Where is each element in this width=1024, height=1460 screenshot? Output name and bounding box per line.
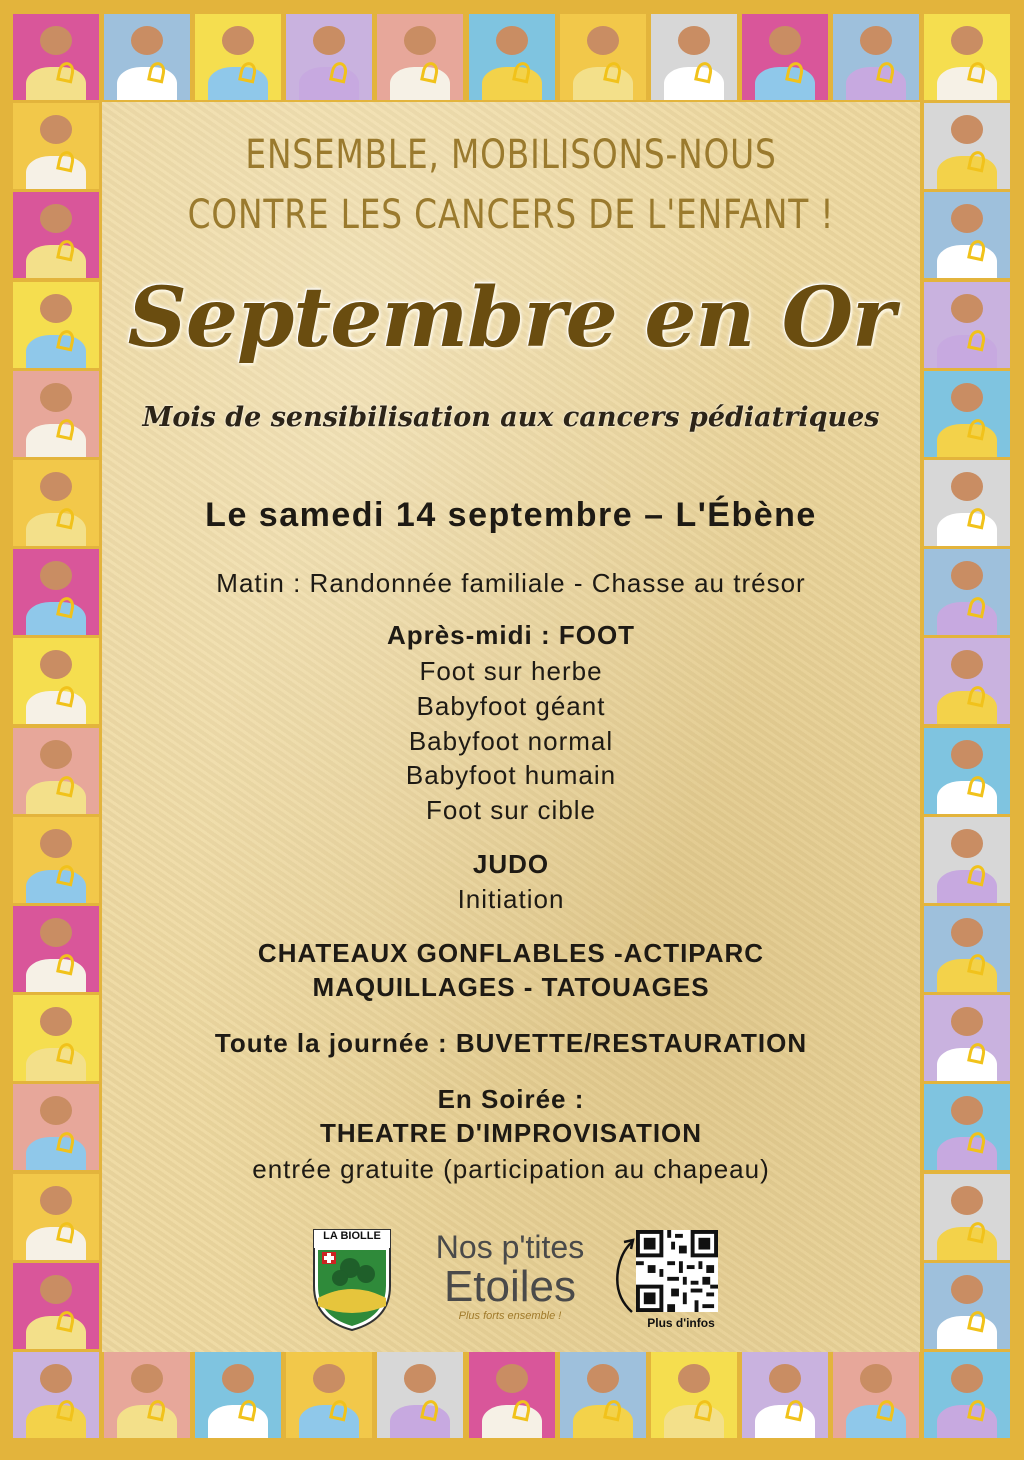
child-head — [678, 26, 711, 55]
child-body — [937, 1316, 997, 1349]
child-photo-tile — [13, 1084, 99, 1170]
child-head — [951, 26, 984, 55]
child-photo-tile — [651, 14, 737, 100]
child-photo-tile — [924, 1174, 1010, 1260]
event-date: Le samedi 14 septembre – L'Ébène — [205, 496, 817, 534]
child-body — [846, 67, 906, 100]
child-photo-tile — [924, 460, 1010, 546]
judo-title: JUDO — [472, 849, 550, 879]
evening-title: En Soirée : — [437, 1084, 585, 1114]
qr-label: Plus d'infos — [647, 1316, 715, 1330]
child-photo-tile — [924, 1084, 1010, 1170]
qr-block[interactable] — [622, 1230, 732, 1340]
child-body — [937, 1137, 997, 1170]
child-body — [937, 781, 997, 814]
subtitle: Mois de sensibilisation aux cancers pédiatriques — [142, 402, 880, 433]
morning-program: Matin : Randonnée familiale - Chasse au trésor — [216, 568, 806, 598]
child-photo-tile — [924, 14, 1010, 100]
child-body — [117, 1405, 177, 1438]
child-head — [860, 1364, 893, 1393]
child-body — [26, 156, 86, 189]
child-body — [208, 1405, 268, 1438]
child-body — [937, 691, 997, 724]
child-head — [40, 1096, 73, 1125]
child-body — [299, 1405, 359, 1438]
child-photo-tile — [742, 14, 828, 100]
association-tagline: Plus forts ensemble ! — [458, 1310, 562, 1322]
child-photo-tile — [924, 549, 1010, 635]
child-photo-tile — [286, 14, 372, 100]
child-head — [313, 1364, 346, 1393]
child-photo-tile — [833, 14, 919, 100]
child-photo-tile — [560, 14, 646, 100]
child-photo-tile — [13, 1352, 99, 1438]
child-head — [404, 1364, 437, 1393]
child-head — [40, 1007, 73, 1036]
child-head — [951, 294, 984, 323]
child-body — [26, 781, 86, 814]
logos-row — [102, 1220, 920, 1350]
child-body — [299, 67, 359, 100]
afternoon-title: Après-midi : FOOT — [386, 620, 636, 650]
qr-code-icon[interactable] — [636, 1230, 718, 1312]
child-head — [40, 294, 73, 323]
child-body — [390, 1405, 450, 1438]
child-photo-tile — [377, 14, 463, 100]
child-body — [937, 424, 997, 457]
child-body — [208, 67, 268, 100]
child-photo-tile — [651, 1352, 737, 1438]
child-head — [769, 1364, 802, 1393]
child-head — [587, 26, 620, 55]
child-photo-tile — [924, 1352, 1010, 1438]
child-body — [937, 1405, 997, 1438]
child-head — [404, 26, 437, 55]
child-photo-tile — [13, 995, 99, 1081]
child-body — [937, 335, 997, 368]
child-photo-tile — [469, 14, 555, 100]
town-name: LA BIOLLE — [323, 1230, 381, 1242]
child-body — [755, 1405, 815, 1438]
child-body — [482, 1405, 542, 1438]
child-head — [313, 26, 346, 55]
child-body — [937, 959, 997, 992]
evening-event: THEATRE D'IMPROVISATION — [319, 1118, 703, 1148]
slogan-line-2: CONTRE LES CANCERS DE L'ENFANT ! — [187, 192, 835, 238]
child-body — [937, 67, 997, 100]
child-body — [937, 870, 997, 903]
child-head — [40, 1186, 73, 1215]
afternoon-item: Foot sur cible — [425, 795, 597, 825]
child-photo-tile — [924, 1263, 1010, 1349]
child-photo-tile — [13, 192, 99, 278]
child-body — [26, 424, 86, 457]
child-head — [40, 650, 73, 679]
town-crest-icon — [310, 1228, 394, 1332]
extras-line-2: MAQUILLAGES - TATOUAGES — [312, 972, 710, 1002]
child-body — [937, 1048, 997, 1081]
child-body — [26, 959, 86, 992]
child-photo-tile — [13, 728, 99, 814]
child-body — [26, 245, 86, 278]
child-photo-tile — [833, 1352, 919, 1438]
child-body — [664, 1405, 724, 1438]
association-logo — [420, 1230, 600, 1340]
child-body — [26, 870, 86, 903]
child-photo-tile — [104, 14, 190, 100]
child-head — [951, 829, 984, 858]
child-photo-tile — [377, 1352, 463, 1438]
judo-item: Initiation — [457, 884, 565, 914]
child-head — [40, 472, 73, 501]
child-body — [664, 67, 724, 100]
child-photo-tile — [13, 817, 99, 903]
slogan-line-1: ENSEMBLE, MOBILISONS-NOUS — [245, 132, 777, 178]
child-photo-tile — [560, 1352, 646, 1438]
child-photo-tile — [924, 728, 1010, 814]
child-head — [951, 115, 984, 144]
child-head — [951, 472, 984, 501]
child-photo-tile — [469, 1352, 555, 1438]
child-body — [937, 245, 997, 278]
child-head — [40, 561, 73, 590]
content-panel — [102, 102, 920, 1352]
child-head — [951, 561, 984, 590]
child-photo-tile — [924, 995, 1010, 1081]
all-day-program: Toute la journée : BUVETTE/RESTAURATION — [214, 1028, 808, 1058]
child-head — [40, 740, 73, 769]
child-body — [26, 1405, 86, 1438]
child-head — [131, 26, 164, 55]
child-head — [860, 26, 893, 55]
child-head — [40, 26, 73, 55]
child-head — [40, 829, 73, 858]
afternoon-item: Foot sur herbe — [419, 656, 603, 686]
child-head — [951, 650, 984, 679]
child-head — [40, 115, 73, 144]
child-photo-tile — [924, 371, 1010, 457]
child-photo-tile — [13, 371, 99, 457]
child-photo-tile — [924, 906, 1010, 992]
child-photo-tile — [195, 14, 281, 100]
child-photo-tile — [13, 460, 99, 546]
child-body — [573, 1405, 633, 1438]
association-name-line-1: Nos p'tites — [435, 1229, 585, 1265]
child-head — [951, 1096, 984, 1125]
child-body — [26, 691, 86, 724]
child-body — [937, 602, 997, 635]
child-body — [755, 67, 815, 100]
child-body — [846, 1405, 906, 1438]
child-body — [26, 67, 86, 100]
child-body — [482, 67, 542, 100]
child-body — [390, 67, 450, 100]
child-photo-tile — [924, 282, 1010, 368]
curved-arrow-icon — [612, 1236, 638, 1314]
child-photo-tile — [924, 638, 1010, 724]
child-body — [26, 1316, 86, 1349]
association-name-line-2: Etoiles — [443, 1262, 577, 1311]
child-head — [496, 26, 529, 55]
child-head — [222, 26, 255, 55]
main-title: Septembre en Or — [127, 270, 895, 366]
child-head — [769, 26, 802, 55]
child-head — [951, 204, 984, 233]
child-photo-tile — [924, 817, 1010, 903]
child-photo-tile — [13, 1263, 99, 1349]
child-head — [951, 1007, 984, 1036]
child-head — [951, 1186, 984, 1215]
child-body — [26, 1227, 86, 1260]
child-head — [40, 1364, 73, 1393]
child-photo-tile — [195, 1352, 281, 1438]
child-body — [573, 67, 633, 100]
extras-line-1: CHATEAUX GONFLABLES -ACTIPARC — [257, 938, 765, 968]
child-photo-tile — [13, 638, 99, 724]
child-body — [26, 602, 86, 635]
afternoon-item: Babyfoot normal — [408, 726, 614, 756]
child-photo-tile — [13, 549, 99, 635]
child-head — [40, 918, 73, 947]
child-body — [26, 335, 86, 368]
child-head — [131, 1364, 164, 1393]
child-photo-tile — [742, 1352, 828, 1438]
afternoon-item: Babyfoot géant — [416, 691, 606, 721]
child-body — [937, 513, 997, 546]
child-head — [587, 1364, 620, 1393]
child-head — [951, 740, 984, 769]
child-body — [937, 156, 997, 189]
evening-note: entrée gratuite (participation au chapeau) — [252, 1154, 770, 1184]
child-body — [117, 67, 177, 100]
child-photo-tile — [13, 103, 99, 189]
child-body — [26, 513, 86, 546]
child-photo-tile — [924, 103, 1010, 189]
child-photo-tile — [13, 14, 99, 100]
child-head — [951, 1364, 984, 1393]
child-head — [496, 1364, 529, 1393]
child-head — [222, 1364, 255, 1393]
afternoon-item: Babyfoot humain — [405, 760, 617, 790]
child-body — [26, 1137, 86, 1170]
child-head — [678, 1364, 711, 1393]
child-head — [951, 383, 984, 412]
child-head — [40, 383, 73, 412]
child-body — [26, 1048, 86, 1081]
child-head — [40, 204, 73, 233]
child-head — [951, 1275, 984, 1304]
child-head — [951, 918, 984, 947]
child-photo-tile — [13, 1174, 99, 1260]
child-photo-tile — [924, 192, 1010, 278]
child-photo-tile — [13, 282, 99, 368]
child-photo-tile — [286, 1352, 372, 1438]
child-photo-tile — [104, 1352, 190, 1438]
child-head — [40, 1275, 73, 1304]
child-photo-tile — [13, 906, 99, 992]
child-body — [937, 1227, 997, 1260]
